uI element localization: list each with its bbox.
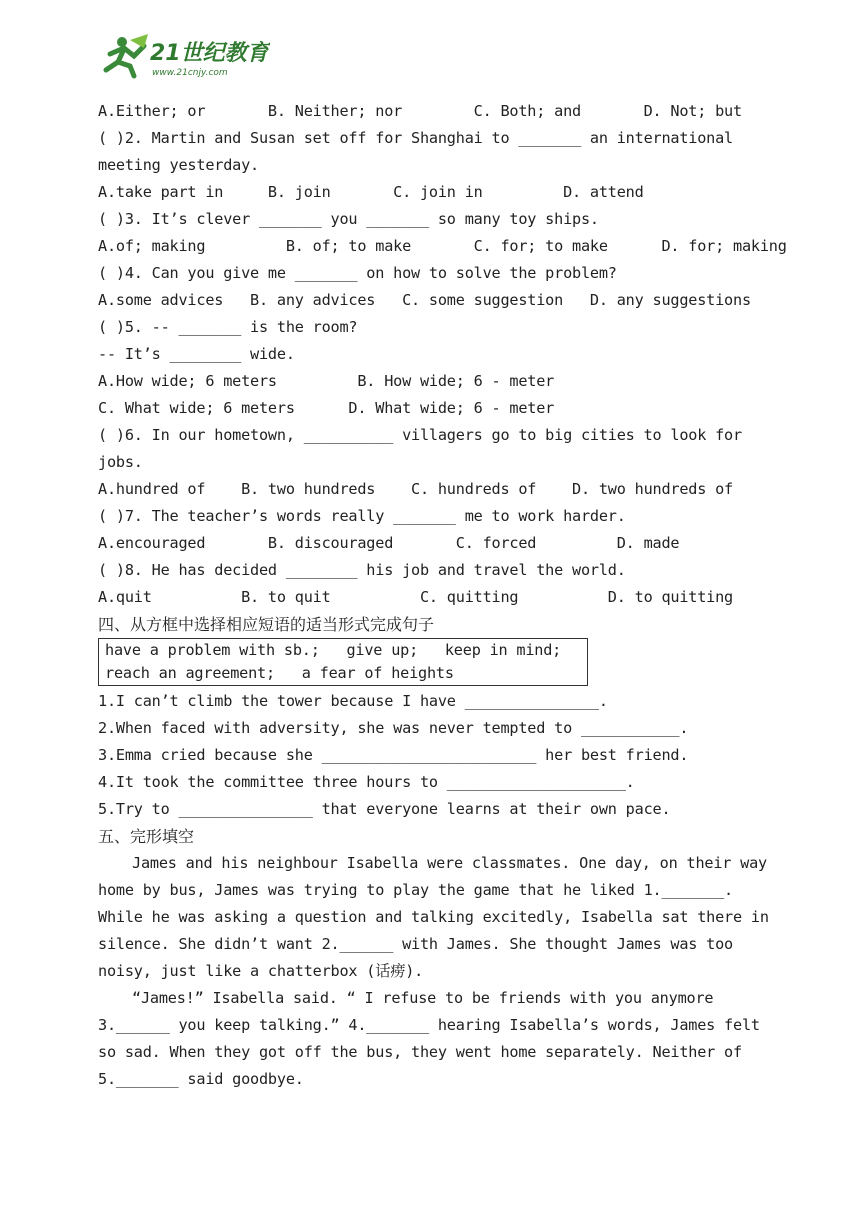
cloze-passage: [98, 850, 770, 1093]
question-line: A.some advices B. any advices C. some suggestion D. any suggestions: [98, 291, 751, 309]
multiple-choice-section: [98, 98, 787, 611]
logo-runner-icon: [100, 32, 270, 82]
question-line: ( )6. In our hometown, __________ villagers go to big cities to look for: [98, 426, 742, 444]
passage-line: James and his neighbour Isabella were classmates. One day, on their way: [132, 854, 767, 872]
question-line: jobs.: [98, 453, 143, 471]
passage-line: 5._______ said goodbye.: [98, 1070, 304, 1088]
fill-in-sentence: 5.Try to _______________ that everyone learns at their own pace.: [98, 800, 671, 818]
fill-in-sentence: 3.Emma cried because she ________________________ her best friend.: [98, 746, 689, 764]
question-line: ( )5. -- _______ is the room?: [98, 318, 358, 336]
fill-in-section: [98, 688, 770, 823]
phrase-box: [98, 638, 588, 686]
phrase-box-line: have a problem with sb.; give up; keep in mind;: [105, 641, 562, 659]
question-line: A.take part in B. join C. join in D. attend: [98, 183, 644, 201]
question-line: A.of; making B. of; to make C. for; to make D. for; making: [98, 237, 787, 255]
question-line: ( )3. It’s clever _______ you _______ so many toy ships.: [98, 210, 599, 228]
question-line: ( )8. He has decided ________ his job and travel the world.: [98, 561, 626, 579]
passage-line: 3.______ you keep talking.” 4._______ hearing Isabella’s words, James felt: [98, 1016, 760, 1034]
passage-line: noisy, just like a chatterbox (话痨).: [98, 962, 424, 980]
question-line: A.hundred of B. two hundreds C. hundreds of D. two hundreds of: [98, 480, 733, 498]
worksheet-content: [98, 98, 787, 1093]
passage-line: “James!” Isabella said. “ I refuse to be friends with you anymore: [132, 989, 714, 1007]
question-line: C. What wide; 6 meters D. What wide; 6 - meter: [98, 399, 555, 417]
logo-text: 21世纪教育: [150, 41, 269, 66]
passage-line: While he was asking a question and talking excitedly, Isabella sat there in: [98, 908, 769, 926]
section-5-title: 五、完形填空: [98, 827, 195, 846]
question-line: A.quit B. to quit C. quitting D. to quitting: [98, 588, 733, 606]
question-line: ( )7. The teacher’s words really _______ me to work harder.: [98, 507, 626, 525]
passage-line: so sad. When they got off the bus, they went home separately. Neither of: [98, 1043, 742, 1061]
question-line: -- It’s ________ wide.: [98, 345, 295, 363]
fill-in-sentence: 2.When faced with adversity, she was never tempted to ___________.: [98, 719, 689, 737]
passage-line: home by bus, James was trying to play the game that he liked 1._______.: [98, 881, 733, 899]
logo-url: www.21cnjy.com: [152, 68, 228, 78]
site-logo: [100, 32, 270, 82]
fill-in-sentence: 4.It took the committee three hours to ____________________.: [98, 773, 635, 791]
question-line: A.encouraged B. discouraged C. forced D. made: [98, 534, 680, 552]
question-line: ( )2. Martin and Susan set off for Shanghai to _______ an international: [98, 129, 733, 147]
question-line: ( )4. Can you give me _______ on how to solve the problem?: [98, 264, 617, 282]
question-line: A.How wide; 6 meters B. How wide; 6 - meter: [98, 372, 555, 390]
phrase-box-line: reach an agreement; a fear of heights: [105, 664, 454, 682]
passage-line: silence. She didn’t want 2.______ with James. She thought James was too: [98, 935, 733, 953]
question-line: meeting yesterday.: [98, 156, 259, 174]
section-4-title: 四、从方框中选择相应短语的适当形式完成句子: [98, 615, 435, 634]
question-line: A.Either; or B. Neither; nor C. Both; and D. Not; but: [98, 102, 742, 120]
fill-in-sentence: 1.I can’t climb the tower because I have _______________.: [98, 692, 608, 710]
